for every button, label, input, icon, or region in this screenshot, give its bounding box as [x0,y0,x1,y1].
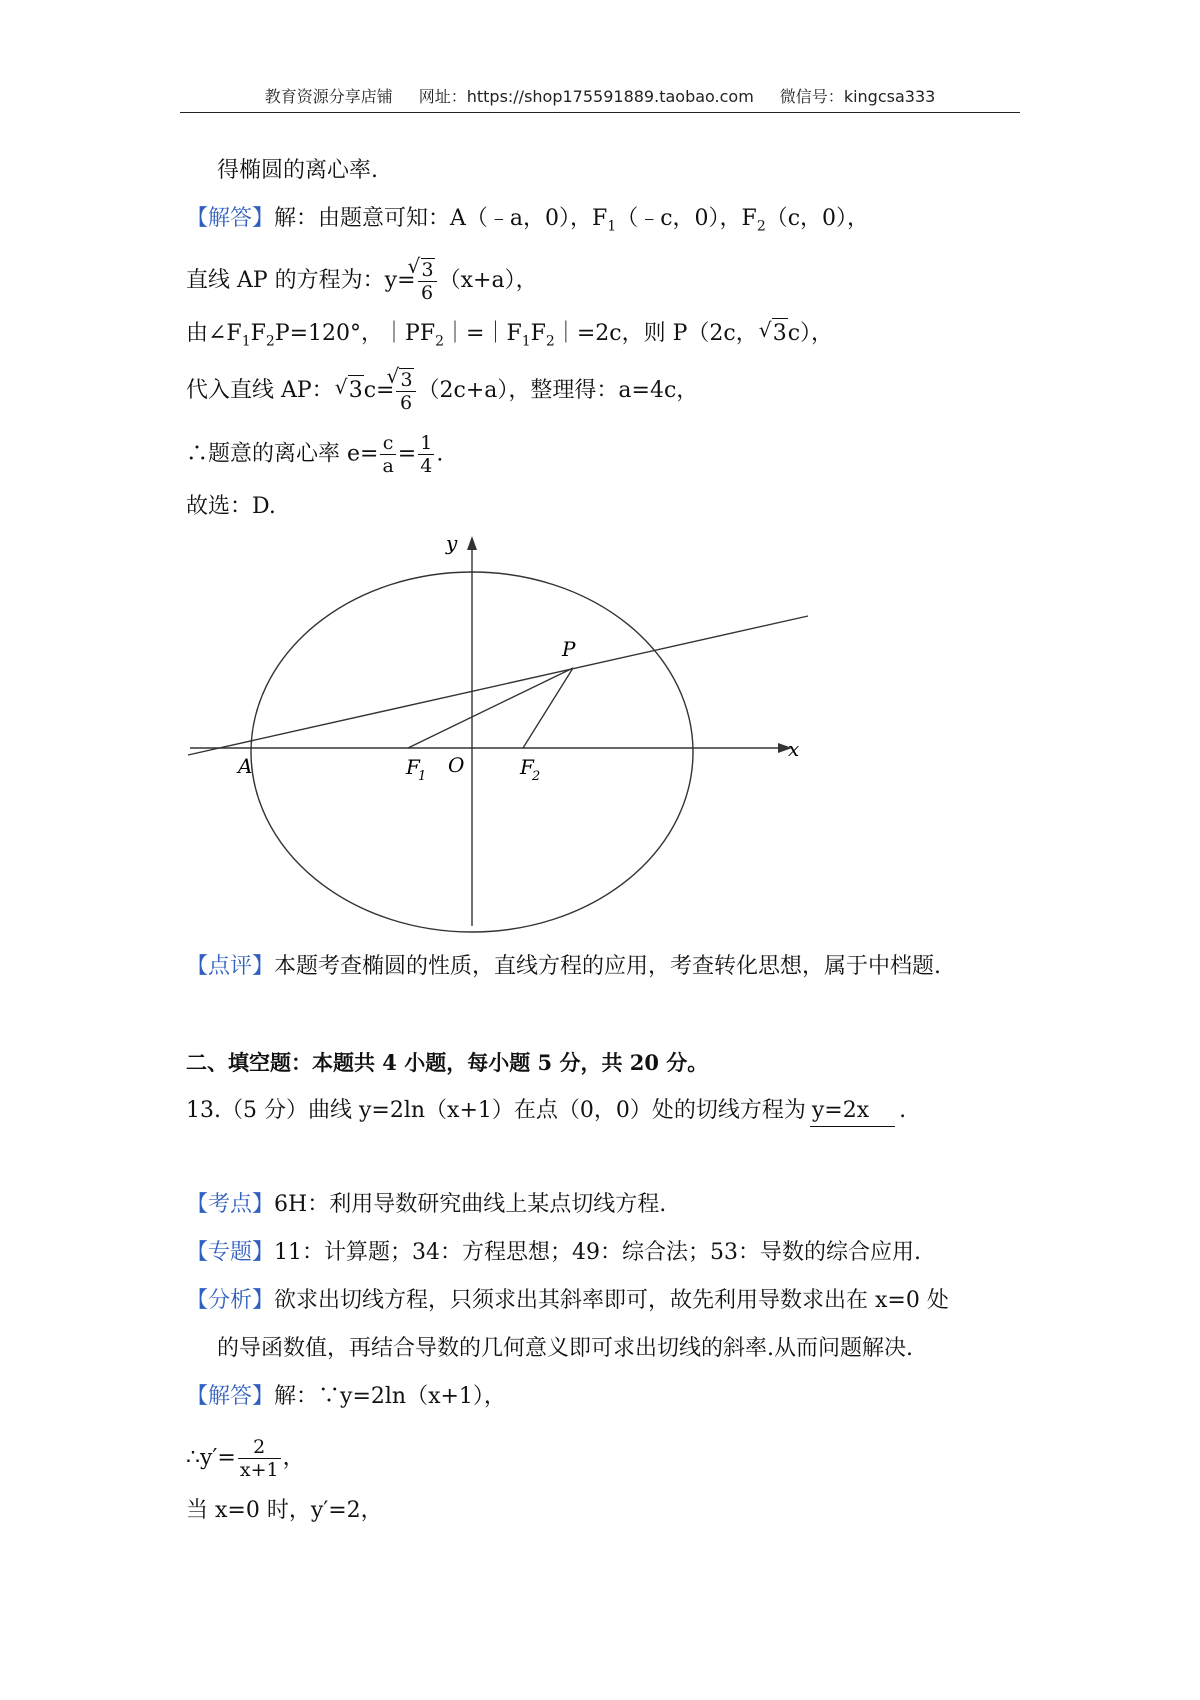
point-line [186,1190,666,1220]
sub-2: 2 [265,333,275,350]
review-text: 本题考查椭圆的性质，直线方程的应用，考查转化思想，属于中档题. [274,954,942,979]
angle-line [186,318,833,356]
substitute-line [186,368,698,414]
denominator-6: 6 [421,282,434,304]
analysis-text-2: 的导函数值，再结合导数的几何意义即可求出切线的斜率.从而问题解决. [217,1336,913,1361]
equals-sign: = [397,441,417,467]
choice-text: 故选：D. [186,494,276,519]
label-y: y [446,531,458,555]
angle-text: P=120°，｜PF [274,321,436,346]
label-a: A [238,754,253,778]
when-text: 当 x=0 时，y′=2， [186,1498,383,1523]
sqrt-3: √ 3 [399,368,413,391]
header-divider [180,112,1020,113]
deriv-prefix: ∴y′= [186,1445,236,1471]
sub-2: 2 [756,218,766,235]
label-f1: F [406,755,420,779]
derivative-line [186,1436,305,1481]
intro-text: 得椭圆的离心率. [217,158,378,183]
answer-line [186,204,869,241]
label-f1-sub: 1 [418,769,427,784]
topic-tag: 【专题】 [186,1240,275,1265]
denominator-6: 6 [399,392,413,414]
sqrt-3: √ 3 [421,258,435,281]
ecc-prefix: ∴题意的离心率 e= [186,441,379,467]
q13-answer-blank: y=2x [810,1096,895,1127]
review-tag: 【点评】 [186,954,275,979]
site-url[interactable]: https://shop175591889.taobao.com [466,87,754,106]
fraction-sqrt3-over-6 [418,258,437,304]
deriv-suffix: ， [282,1445,305,1471]
line-ap [188,616,808,755]
shop-name: 教育资源分享店铺 [264,87,393,106]
topic-line [186,1238,921,1268]
label-x: x [788,737,800,761]
label-o: O [448,753,465,777]
answer-text: 解：由题意可知：A（﹣a，0），F [274,206,608,231]
denominator-4: 4 [420,455,433,477]
section2-heading: 二、填空题：本题共 4 小题，每小题 5 分，共 20 分。 [186,1050,709,1075]
analysis-line-2 [217,1334,913,1364]
sub-1: 1 [521,333,531,350]
angle-f: F [530,321,546,346]
answer-text-c: （c，0）， [765,206,870,231]
when-line [186,1496,383,1526]
label-f2: F [520,755,534,779]
sqrt-3: √ 3 [348,375,364,406]
numerator-2: 2 [238,1436,281,1459]
label-f2-sub: 2 [532,769,541,784]
fraction-c-over-a [380,432,395,477]
line-ap-prefix: 直线 AP 的方程为：y= [186,268,416,293]
fraction-sqrt3-over-6 [396,368,415,414]
angle-f: F [250,321,266,346]
y-axis-arrow [467,536,477,550]
q13-prefix: 13.（5 分）曲线 y=2ln（x+1）在点（0，0）处的切线方程为 [186,1098,806,1123]
numerator-c: c [380,432,395,455]
angle-text: ｜=｜F [444,321,522,346]
answer13-tag: 【解答】 [186,1384,275,1409]
analysis-text-1: 欲求出切线方程，只须求出其斜率即可，故先利用导数求出在 x=0 处 [274,1288,949,1313]
intro-line [217,156,378,186]
topic-text: 11：计算题；34：方程思想；49：综合法；53：导数的综合应用. [274,1240,921,1265]
review-line [186,952,941,982]
ellipse-figure [180,528,820,938]
answer-text-b: （﹣c，0），F [616,206,757,231]
answer13-line [186,1382,506,1412]
analysis-tag: 【分析】 [186,1288,275,1313]
sub-2: 2 [435,333,445,350]
sqrt-3: √ 3 [772,318,788,349]
page-header [180,84,1020,114]
ecc-suffix: . [436,441,444,467]
denominator-x-plus-1: x+1 [239,1459,279,1481]
site-label: 网址： [418,87,467,106]
sub-1: 1 [607,218,617,235]
substitute-mid: c= [363,378,395,403]
wechat-label: 微信号： [779,87,844,106]
answer13-text: 解：∵y=2ln（x+1）， [274,1384,506,1409]
point-text: 6H：利用导数研究曲线上某点切线方程. [274,1192,667,1217]
choice-line [186,492,276,522]
substitute-suffix: （2c+a），整理得：a=4c， [417,378,699,403]
angle-suffix: c）， [787,321,834,346]
fraction-2-over-x-plus-1 [238,1436,281,1481]
analysis-line-1 [186,1286,949,1316]
point-tag: 【考点】 [186,1192,275,1217]
line-ap-suffix: （x+a）， [438,268,538,293]
question-13 [186,1096,906,1127]
angle-prefix: 由∠F [186,321,242,346]
numerator-1: 1 [420,432,433,454]
line-ap-equation [186,258,538,304]
eccentricity-line [186,432,443,477]
q13-suffix: . [899,1098,907,1123]
denominator-a: a [382,455,394,477]
angle-text: ｜=2c，则 P（2c， [554,321,758,346]
substitute-prefix: 代入直线 AP： [186,378,334,403]
fraction-1-over-4 [418,432,434,477]
label-p: P [562,637,576,661]
sub-2: 2 [545,333,555,350]
answer-tag: 【解答】 [186,206,275,231]
sub-1: 1 [241,333,251,350]
wechat-id: kingcsa333 [843,87,936,106]
